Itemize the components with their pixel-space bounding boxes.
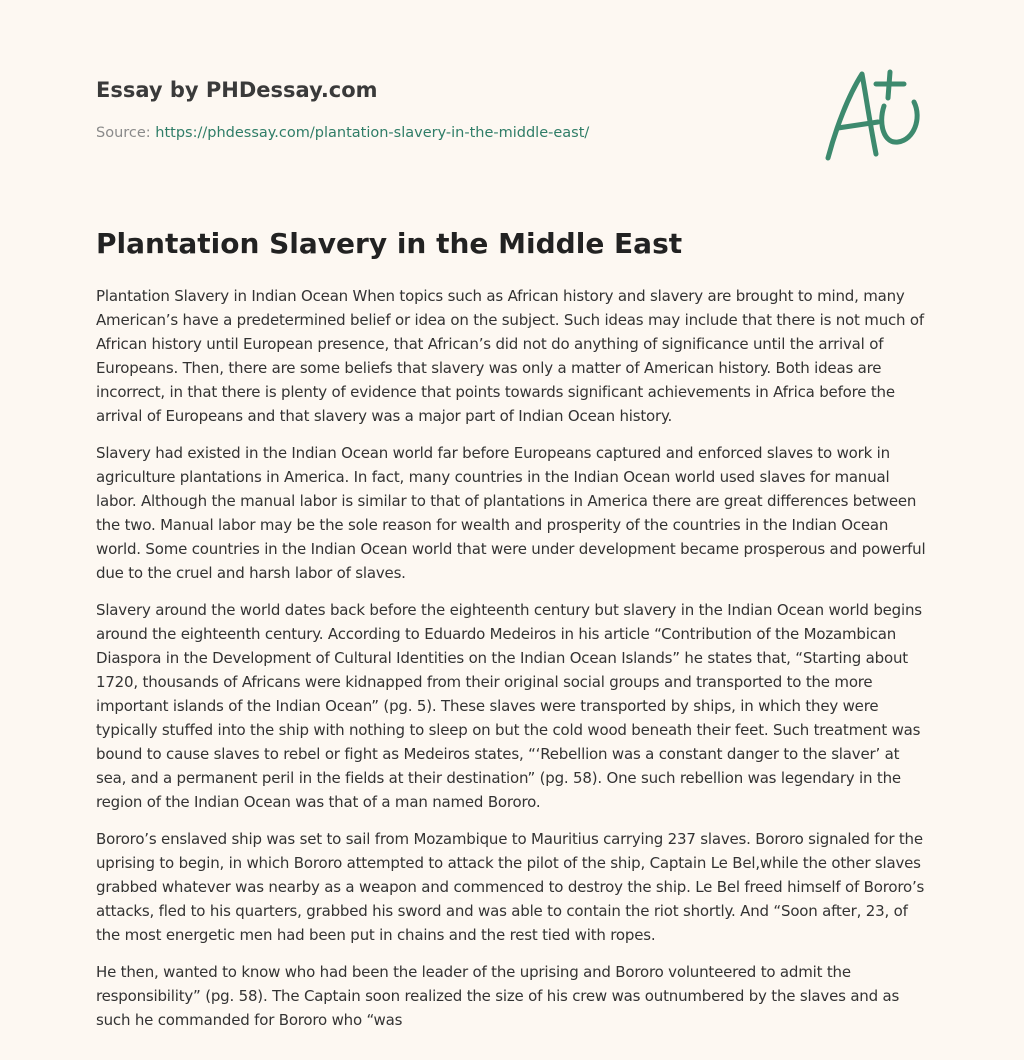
essay-paragraph: Bororo’s enslaved ship was set to sail from Mozambique to Mauritius carrying 237 slaves. Bororo signaled for the uprising to begin, in which Bororo attempted to attack the pilot of the ship, Captain Le Bel,while the other slaves grabbed whatever was nearby as a weapon and commenced to destroy the ship. Le Bel freed himself of Bororo’s attacks, fled to his quarters, grabbed his sword and was able to contain the riot shortly. And “Soon after, 23, of the most energetic men had been put in chains and the rest tied with ropes. xyxy=(96,830,925,944)
site-brand: Essay by PHDessay.com xyxy=(96,78,378,102)
essay-body xyxy=(96,284,932,1045)
essay-paragraph: Plantation Slavery in Indian Ocean When topics such as African history and slavery are brought to mind, many American’s have a predetermined belief or idea on the subject. Such ideas may include that there is not much of African history until European presence, that African’s did not do anything of significance until the arrival of Europeans. Then, there are some beliefs that slavery was only a matter of American history. Both ideas are incorrect, in that there is plenty of evidence that points towards significant achievements in Africa before the arrival of Europeans and that slavery was a major part of Indian Ocean history. xyxy=(96,287,924,425)
source-line xyxy=(96,122,589,144)
essay-paragraph: Slavery around the world dates back before the eighteenth century but slavery in the Indian Ocean world begins around the eighteenth century. According to Eduardo Medeiros in his article “Contribution of the Mozambican Diaspora in the Development of Cultural Identities on the Indian Ocean Islands” he states that, “Starting about 1720, thousands of Africans were kidnapped from their original social groups and transported to the more important islands of the Indian Ocean” (pg. 5). These slaves were transported by ships, in which they were typically stuffed into the ship with nothing to sleep on but the cold wood beneath their feet. Such treatment was bound to cause slaves to rebel or fight as Medeiros states, “‘Rebellion was a constant danger to the slaver’ at sea, and a permanent peril in the fields at their destination” (pg. 58). One such rebellion was legendary in the region of the Indian Ocean was that of a man named Bororo. xyxy=(96,601,922,811)
source-label: Source: xyxy=(96,125,156,141)
essay-title: Plantation Slavery in the Middle East xyxy=(96,227,683,260)
essay-paragraph: Slavery had existed in the Indian Ocean world far before Europeans captured and enforced slaves to work in agriculture plantations in America. In fact, many countries in the Indian Ocean world used slaves for manual labor. Although the manual labor is similar to that of plantations in America there are great differences between the two. Manual labor may be the sole reason for wealth and prosperity of the countries in the Indian Ocean world. Some countries in the Indian Ocean world that were under development became prosperous and powerful due to the cruel and harsh labor of slaves. xyxy=(96,444,926,582)
a-plus-grade-icon xyxy=(818,66,930,166)
essay-paragraph: He then, wanted to know who had been the leader of the uprising and Bororo volunteered to admit the responsibility” (pg. 58). The Captain soon realized the size of his crew was outnumbered by the slaves and as such he commanded for Bororo who “was xyxy=(96,963,900,1029)
source-link[interactable]: https://phdessay.com/plantation-slavery-in-the-middle-east/ xyxy=(155,125,590,141)
